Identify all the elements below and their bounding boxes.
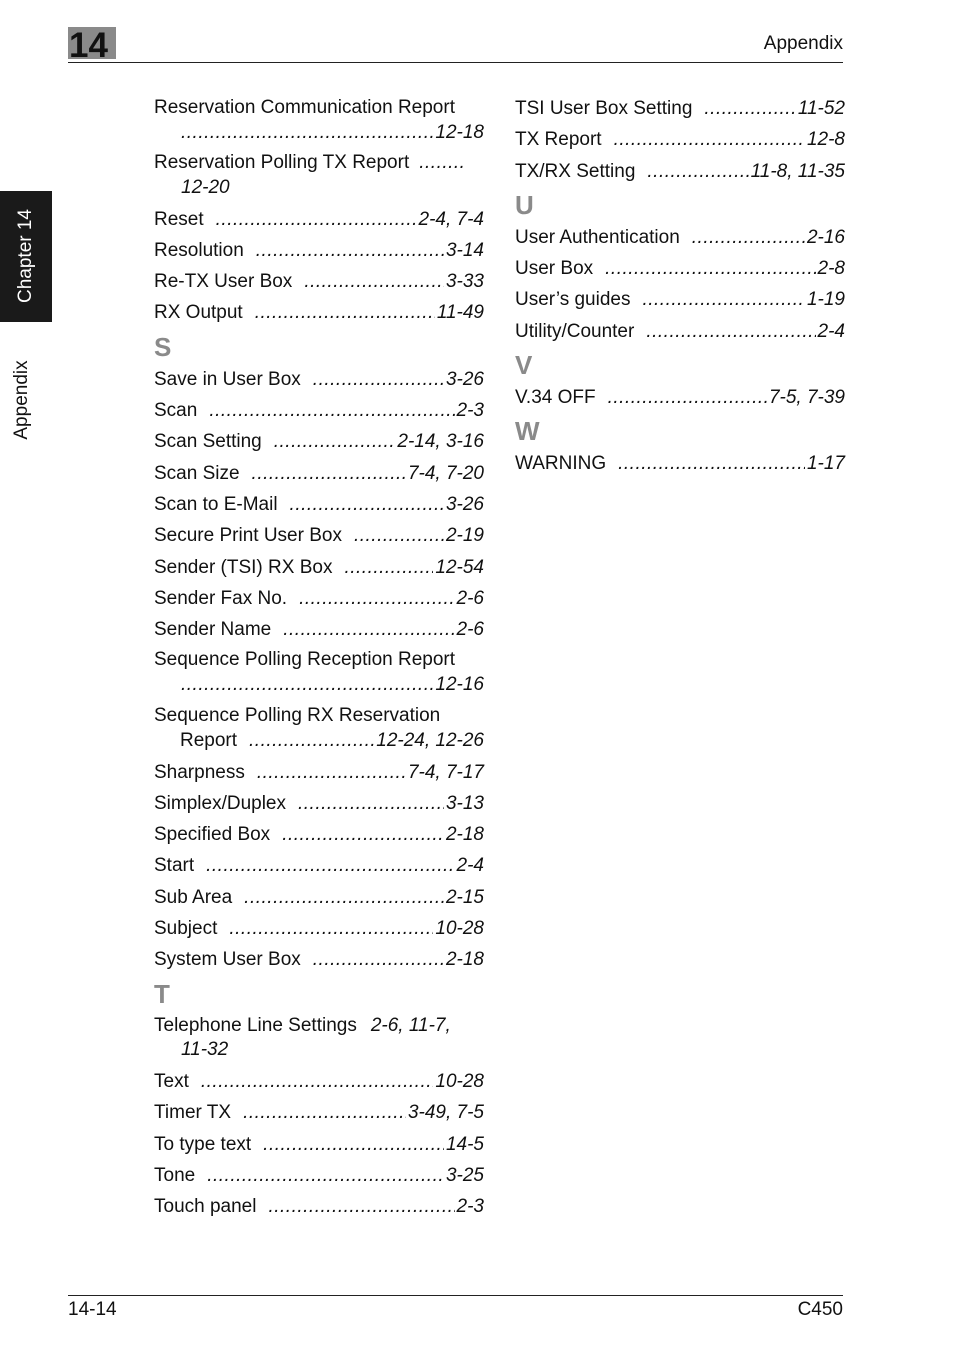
index-term: Telephone Line Settings xyxy=(154,1014,357,1036)
index-entry xyxy=(154,791,484,816)
index-entry-continuation xyxy=(154,121,484,146)
leader-dots xyxy=(244,885,444,910)
index-page-ref[interactable]: 2-14, 3-16 xyxy=(397,431,484,453)
index-page-ref[interactable]: 3-33 xyxy=(445,271,484,293)
page-header-title: Appendix xyxy=(763,33,843,54)
index-term: Sender Fax No. xyxy=(154,587,288,609)
index-entry xyxy=(154,300,484,325)
leader-dots xyxy=(354,523,444,548)
leader-dots xyxy=(704,96,795,121)
leader-dots xyxy=(299,586,454,611)
index-entry xyxy=(154,238,484,263)
index-page-ref[interactable]: 10-28 xyxy=(435,918,484,940)
index-term: Sharpness xyxy=(154,761,245,783)
leader-dots xyxy=(608,385,767,410)
index-entry xyxy=(154,1194,484,1219)
chapter-number: 14 xyxy=(69,26,108,65)
leader-dots xyxy=(646,319,815,344)
index-page-ref[interactable]: 11-52 xyxy=(797,98,845,119)
leader-dots xyxy=(206,853,454,878)
index-entry xyxy=(154,947,484,972)
index-term: Reset xyxy=(154,208,204,230)
index-entry xyxy=(515,256,845,281)
index-page-ref[interactable]: 2-18 xyxy=(445,824,484,846)
index-entry-first-line xyxy=(154,1014,484,1039)
index-term: Sender Name xyxy=(154,619,272,641)
section-side-tab-label: Appendix xyxy=(11,360,32,440)
index-entry xyxy=(154,96,484,145)
index-page-ref[interactable]: 3-26 xyxy=(445,368,484,390)
index-term: System User Box xyxy=(154,949,301,971)
leader-dots xyxy=(298,791,444,816)
index-term: TX Report xyxy=(515,129,602,151)
leader-dots xyxy=(274,429,396,454)
leader-dots xyxy=(243,1100,406,1125)
leader-dots xyxy=(647,159,748,184)
index-term: User Box xyxy=(515,258,594,280)
page-number: 14-14 xyxy=(68,1299,117,1320)
index-entry xyxy=(154,1132,484,1157)
index-page-ref[interactable]: 2-16 xyxy=(806,226,845,248)
index-column-right xyxy=(515,96,845,483)
index-term: Touch panel xyxy=(154,1196,257,1218)
index-page-ref[interactable]: 2-8 xyxy=(817,258,845,280)
index-entry xyxy=(154,398,484,423)
index-term: RX Output xyxy=(154,302,243,324)
leader-dots xyxy=(268,1194,454,1219)
index-page-ref[interactable]: 3-14 xyxy=(445,239,484,261)
index-section-letter: S xyxy=(154,331,172,362)
index-entry-continuation xyxy=(154,176,484,201)
leader-dots xyxy=(181,121,433,146)
index-entry xyxy=(154,367,484,392)
index-page-ref[interactable]: 2-19 xyxy=(445,525,484,547)
leader-dots xyxy=(249,728,374,753)
leader-dots xyxy=(263,1132,444,1157)
leader-dots xyxy=(255,300,435,325)
index-entry xyxy=(154,704,484,754)
index-term: Secure Print User Box xyxy=(154,525,342,547)
index-entry xyxy=(515,225,845,250)
index-page-ref[interactable]: 7-5, 7-39 xyxy=(768,387,845,409)
index-term: Simplex/Duplex xyxy=(154,792,286,814)
index-entry xyxy=(154,151,484,200)
index-page-ref[interactable]: 12-16 xyxy=(435,673,484,695)
index-section-letter: W xyxy=(515,416,540,447)
index-page-ref[interactable]: 12-8 xyxy=(806,129,845,151)
index-entry xyxy=(154,555,484,580)
leader-dots xyxy=(252,461,406,486)
index-page-ref[interactable]: 12-24, 12-26 xyxy=(376,730,484,752)
index-page-ref[interactable]: 3-13 xyxy=(445,792,484,814)
index-page-ref[interactable]: 12-18 xyxy=(435,121,484,143)
index-term: Save in User Box xyxy=(154,368,301,390)
index-term: TSI User Box Setting xyxy=(515,98,693,119)
index-entry xyxy=(154,760,484,785)
index-page-ref[interactable]: 2-4 xyxy=(456,855,484,877)
index-entry-first-line xyxy=(154,151,484,176)
index-page-ref[interactable]: 2-4, 7-4 xyxy=(418,208,484,230)
leader-dots xyxy=(605,256,815,281)
index-entry-continuation xyxy=(154,728,484,753)
index-page-ref[interactable]: 1-19 xyxy=(806,289,845,311)
index-term: Sender (TSI) RX Box xyxy=(154,556,333,578)
leader-dots xyxy=(207,1163,444,1188)
leader-dots xyxy=(618,451,805,476)
index-page-ref[interactable]: 3-49, 7-5 xyxy=(407,1102,484,1124)
index-entry xyxy=(154,523,484,548)
index-entry xyxy=(154,1163,484,1188)
index-page-ref[interactable]: 11-8, 11-35 xyxy=(750,160,845,182)
index-entry xyxy=(154,429,484,454)
leader-dots xyxy=(282,822,444,847)
index-term: Text xyxy=(154,1070,189,1092)
index-entry xyxy=(154,586,484,611)
index-page-ref[interactable]: 11-49 xyxy=(436,302,484,324)
index-page-ref[interactable]: 7-4, 7-17 xyxy=(407,761,484,783)
index-term: Scan Setting xyxy=(154,431,262,453)
index-term: User Authentication xyxy=(515,226,680,248)
index-entry xyxy=(154,853,484,878)
index-page-ref[interactable]: 3-25 xyxy=(445,1164,484,1186)
index-page-ref[interactable]: 2-6 xyxy=(456,587,484,609)
index-page-ref[interactable]: 14-5 xyxy=(445,1133,484,1155)
index-entry xyxy=(154,617,484,642)
leader-dots xyxy=(283,617,454,642)
leader-dots xyxy=(642,287,805,312)
leader-dots xyxy=(256,238,444,263)
leader-dots xyxy=(229,916,433,941)
index-term: Tone xyxy=(154,1164,196,1186)
leader-dots xyxy=(290,492,444,517)
index-page-ref[interactable]: 2-15 xyxy=(445,886,484,908)
index-page-ref[interactable]: 3-26 xyxy=(445,493,484,515)
index-section-letter: V xyxy=(515,350,533,381)
index-term: Utility/Counter xyxy=(515,320,635,342)
index-section-letter: T xyxy=(154,978,170,1009)
index-term: Specified Box xyxy=(154,824,271,846)
index-page-ref[interactable]: 2-6 xyxy=(456,619,484,641)
footer-divider xyxy=(68,1295,843,1296)
index-term: Start xyxy=(154,855,195,877)
leader-dots xyxy=(181,673,433,698)
leader-dots xyxy=(257,760,406,785)
index-entry xyxy=(154,1014,484,1063)
index-term: Reservation Polling TX Report xyxy=(154,152,410,174)
index-term: Scan Size xyxy=(154,462,240,484)
index-term: Reservation Communication Report xyxy=(154,97,455,118)
index-term-continuation: Report xyxy=(180,730,238,752)
index-section-letter: U xyxy=(515,189,534,220)
index-page-ref[interactable]: 2-18 xyxy=(445,949,484,971)
index-term: Re-TX User Box xyxy=(154,271,293,293)
index-page-ref[interactable]: 12-54 xyxy=(435,556,484,578)
index-page-ref[interactable]: 12-20 xyxy=(181,176,230,198)
leader-dots xyxy=(313,367,444,392)
index-page-ref[interactable]: 2-4 xyxy=(817,320,845,342)
index-page-ref[interactable]: 11-32 xyxy=(181,1039,229,1061)
index-entry xyxy=(515,451,845,476)
index-entry xyxy=(154,648,484,697)
leader-dots xyxy=(304,269,444,294)
index-page-ref[interactable]: 10-28 xyxy=(435,1070,484,1092)
index-entry xyxy=(154,822,484,847)
index-column-left xyxy=(154,96,484,1225)
index-entry xyxy=(154,461,484,486)
index-entry xyxy=(154,1100,484,1125)
leader-dots xyxy=(209,398,454,423)
header-divider xyxy=(68,62,843,63)
index-term: TX/RX Setting xyxy=(515,160,636,182)
index-term: Scan to E-Mail xyxy=(154,493,278,515)
index-term: V.34 OFF xyxy=(515,387,596,409)
index-page-ref[interactable]: 2-3 xyxy=(456,1196,484,1218)
chapter-side-tab-label: Chapter 14 xyxy=(15,208,36,304)
index-entry xyxy=(154,207,484,232)
index-term: Subject xyxy=(154,918,218,940)
index-term: To type text xyxy=(154,1133,252,1155)
index-term: User’s guides xyxy=(515,289,631,311)
index-page-ref[interactable]: 7-4, 7-20 xyxy=(407,462,484,484)
leader-dots xyxy=(201,1069,434,1094)
index-page-ref[interactable]: 2-6, 11-7, xyxy=(370,1014,451,1036)
index-entry xyxy=(515,385,845,410)
index-page-ref[interactable]: 2-3 xyxy=(456,400,484,422)
index-entry xyxy=(154,269,484,294)
index-entry xyxy=(515,96,845,121)
index-entry xyxy=(515,159,845,184)
index-entry-continuation xyxy=(154,673,484,698)
model-name: C450 xyxy=(797,1299,843,1320)
index-term: Sub Area xyxy=(154,886,233,908)
leader-dots xyxy=(313,947,444,972)
index-term: Timer TX xyxy=(154,1102,232,1124)
index-entry xyxy=(515,287,845,312)
index-entry xyxy=(154,492,484,517)
index-term: Resolution xyxy=(154,239,244,261)
index-term: Scan xyxy=(154,400,198,422)
index-entry xyxy=(515,127,845,152)
leader-dots xyxy=(344,555,433,580)
index-term: WARNING xyxy=(515,453,607,475)
index-entry xyxy=(154,916,484,941)
index-term: Sequence Polling Reception Report xyxy=(154,649,456,671)
index-entry xyxy=(154,885,484,910)
leader-dots xyxy=(216,207,417,232)
index-entry-continuation xyxy=(154,1038,484,1063)
leader-dots: ........ xyxy=(419,152,466,174)
index-entry xyxy=(154,1069,484,1094)
leader-dots xyxy=(614,127,805,152)
index-page-ref[interactable]: 1-17 xyxy=(806,453,845,475)
index-entry xyxy=(515,319,845,344)
leader-dots xyxy=(692,225,805,250)
index-term: Sequence Polling RX Reservation xyxy=(154,704,441,726)
